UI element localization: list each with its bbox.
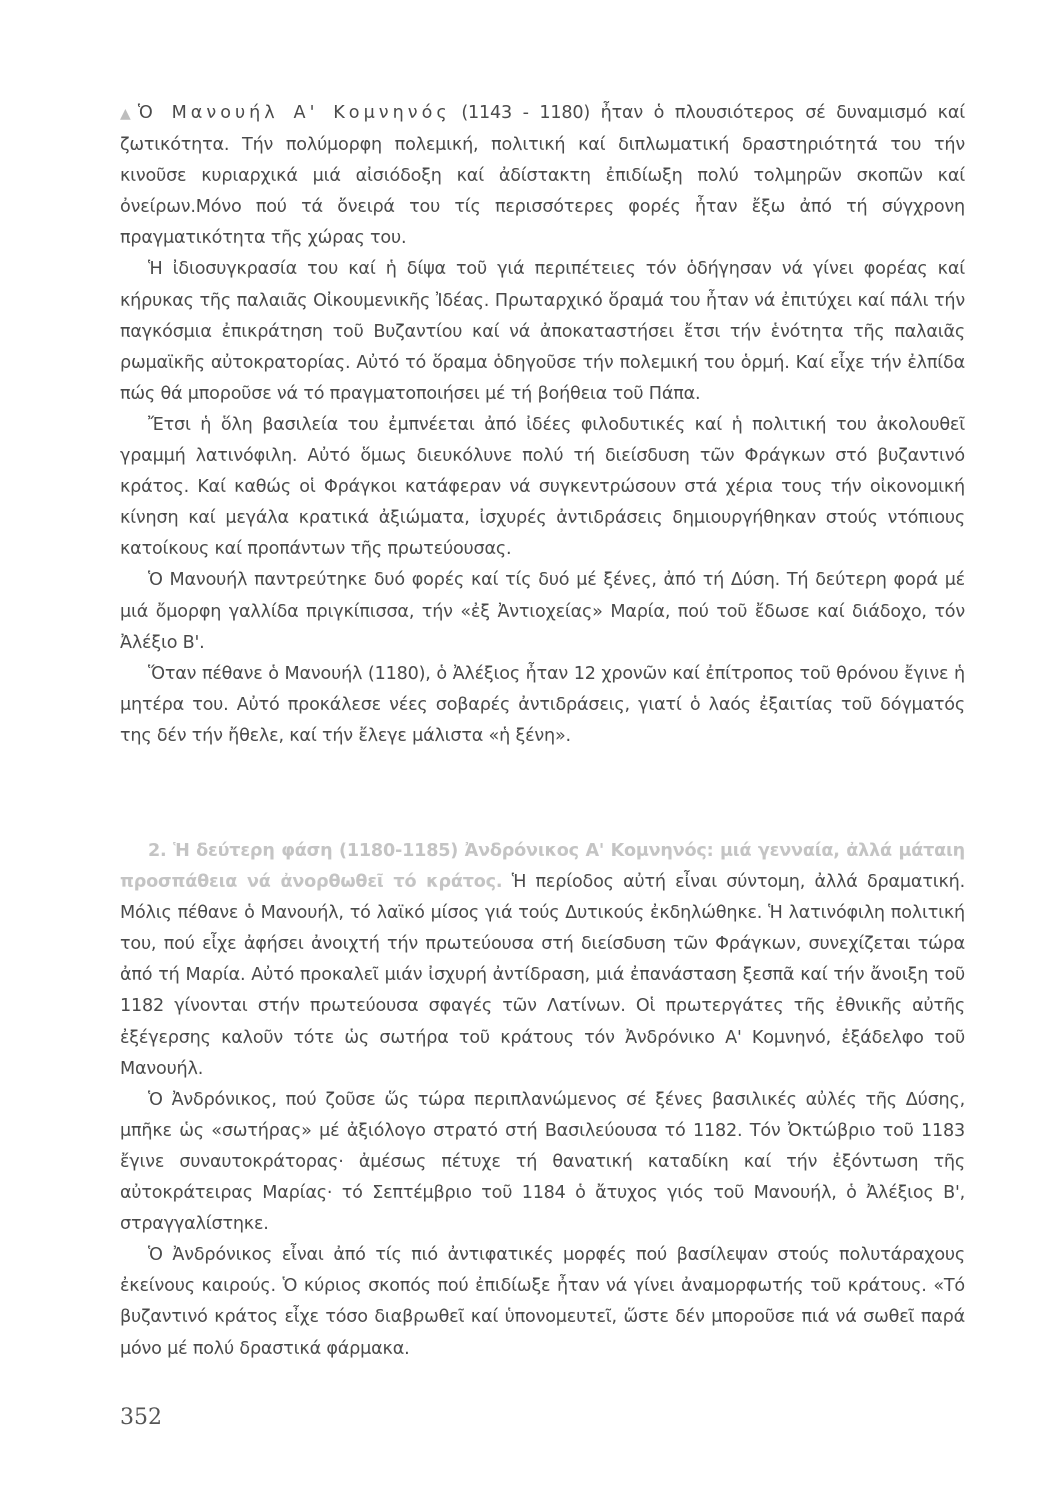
page-number: 352 <box>120 1405 162 1430</box>
section-manuel <box>120 98 965 752</box>
paragraph: Ὅταν πέθανε ὁ Μανουήλ (1180), ὁ Ἀλέξιος ἦταν 12 χρονῶν καί ἐπίτροπος τοῦ θρόνου ἔγινε ἡ μητέρα του. Αὐτό προκάλεσε νέες σοβαρές ἀντιδράσεις, γιατί ὁ λαός ἐξαιτίας τοῦ δόγματός της δέν τήν ἤθελε, καί τήν ἔλεγε μάλιστα «ἡ ξένη». <box>120 663 965 746</box>
paragraph-text: Ἡ περίοδος αὐτή εἶναι σύντομη, ἀλλά δραματική. Μόλις πέθανε ὁ Μανουήλ, τό λαϊκό μίσος γιά τούς Δυτικούς ἐκδηλώθηκε. Ἡ λατινόφιλη πολιτική του, πού εἶχε ἀφήσει ἀνοιχτή τήν πρωτεύουσα στή διείσδυση τῶν Φράγκων, συνεχίζεται τώρα ἀπό τή Μαρία. Αὐτό προκαλεῖ μιάν ἰσχυρή ἀντίδραση, μιά ἐπανάσταση ξεσπᾶ καί τήν ἄνοιξη τοῦ 1182 γίνονται στήν πρωτεύουσα σφαγές τῶν Λατίνων. Οἱ πρωτεργάτες τῆς ἐθνικῆς αὐτῆς ἐξέγερσης καλοῦν τότε ὡς σωτήρα τοῦ κράτους τόν Ἀνδρόνικο Α' Κομνηνό, ἐξάδελφο τοῦ Μανουήλ. <box>120 872 965 1079</box>
paragraph: Ἡ ἰδιοσυγκρασία του καί ἡ δίψα τοῦ γιά περιπέτειες τόν ὁδήγησαν νά γίνει φορέας καί κήρυκας τῆς παλαιᾶς Οἰκουμενικῆς Ἰδέας. Πρωταρχικό ὅραμά του ἦταν νά ἐπιτύχει καί πάλι τήν παγκόσμια ἐπικράτηση τοῦ Βυζαντίου καί νά ἀποκαταστήσει ἔτσι τήν ἑνότητα τῆς παλαιᾶς ρωμαϊκῆς αὐτοκρατορίας. Αὐτό τό ὅραμα ὁδηγοῦσε τήν πολεμική του ὁρμή. Καί εἶχε τήν ἐλπίδα πώς θά μποροῦσε νά τό πραγματοποιήσει μέ τή βοήθεια τοῦ Πάπα. <box>120 259 965 404</box>
paragraph: Ἔτσι ἡ ὅλη βασιλεία του ἐμπνέεται ἀπό ἰδέες φιλοδυτικές καί ἡ πολιτική του ἀκολουθεῖ γραμμή λατινόφιλη. Αὐτό ὅμως διευκόλυνε πολύ τή διείσδυση τῶν Φράγκων στό βυζαντινό κράτος. Καί καθώς οἱ Φράγκοι κατάφεραν νά συγκεντρώσουν στά χέρια τους τήν οἰκονομική κίνηση καί μεγάλα κρατικά ἀξιώματα, ἰσχυρές ἀντιδράσεις δημιουργήθηκαν στούς ντόπιους κατοίκους καί προπάντων τῆς πρωτεύουσας. <box>120 414 965 560</box>
paragraph <box>120 98 965 254</box>
section-andronikos <box>120 836 965 1365</box>
paragraph <box>120 836 965 1085</box>
triangle-marker-icon: ▲ <box>120 106 136 122</box>
paragraph: Ὁ Μανουήλ παντρεύτηκε δυό φορές καί τίς δυό μέ ξένες, ἀπό τή Δύση. Τή δεύτερη φορά μέ μιά ὄμορφη γαλλίδα πριγκίπισσα, τήν «ἐξ Ἀντιοχείας» Μαρία, πού τοῦ ἔδωσε καί διάδοχο, τόν Ἀλέξιο Β'. <box>120 570 965 653</box>
paragraph-text: (1143 - 1180) ἦταν ὁ πλουσιότερος σέ δυναμισμό καί ζωτικότητα. Τήν πολύμορφη πολεμική, πολιτική καί διπλωματική δραστηριότητά του τήν κινοῦσε κυριαρχικά μιά αἰσιόδοξη καί ἀδίστακτη ἐπιδίωξη πολύ τολμηρῶν σκοπῶν καί ὀνείρων.Μόνο πού τά ὄνειρά του τίς περισσότερες φορές ἦταν ἔξω ἀπό τή σύγχρονη πραγματικότητα τῆς χώρας του. <box>120 103 965 249</box>
paragraph: Ὁ Ἀνδρόνικος εἶναι ἀπό τίς πιό ἀντιφατικές μορφές πού βασίλεψαν στούς πολυτάραχους ἐκείνους καιρούς. Ὁ κύριος σκοπός πού ἐπιδίωξε ἦταν νά γίνει ἀναμορφωτής τοῦ κράτους. «Τό βυζαντινό κράτος εἶχε τόσο διαβρωθεῖ καί ὑπονομευτεῖ, ὥστε δέν μποροῦσε πιά νά σωθεῖ παρά μόνο μέ πολύ δραστικά φάρμακα. <box>120 1245 965 1359</box>
section-heading: 2. Ἡ δεύτερη φάση (1180-1185) Ἀνδρόνικος Α' Κομνηνός: μιά γενναία, ἀλλά μάταιη προσπάθεια νά ἀνορθωθεῖ τό κράτος. <box>120 841 965 893</box>
paragraph: Ὁ Ἀνδρόνικος, πού ζοῦσε ὥς τώρα περιπλανώμενος σέ ξένες βασιλικές αὐλές τῆς Δύσης, μπῆκε ὡς «σωτήρας» μέ ἀξιόλογο στρατό στή Βασιλεύουσα τό 1182. Τόν Ὀκτώβριο τοῦ 1183 ἔγινε συναυτοκράτορας· ἀμέσως πέτυχε τή θανατική καταδίκη καί τήν ἐξόντωση τῆς αὐτοκράτειρας Μαρίας· τό Σεπτέμβριο τοῦ 1184 ὁ ἄτυχος γιός τοῦ Μανουήλ, ὁ Ἀλέξιος Β', στραγγαλίστηκε. <box>120 1089 965 1235</box>
ruler-name: Ὁ Μανουήλ Α' Κομνηνός <box>137 103 451 123</box>
